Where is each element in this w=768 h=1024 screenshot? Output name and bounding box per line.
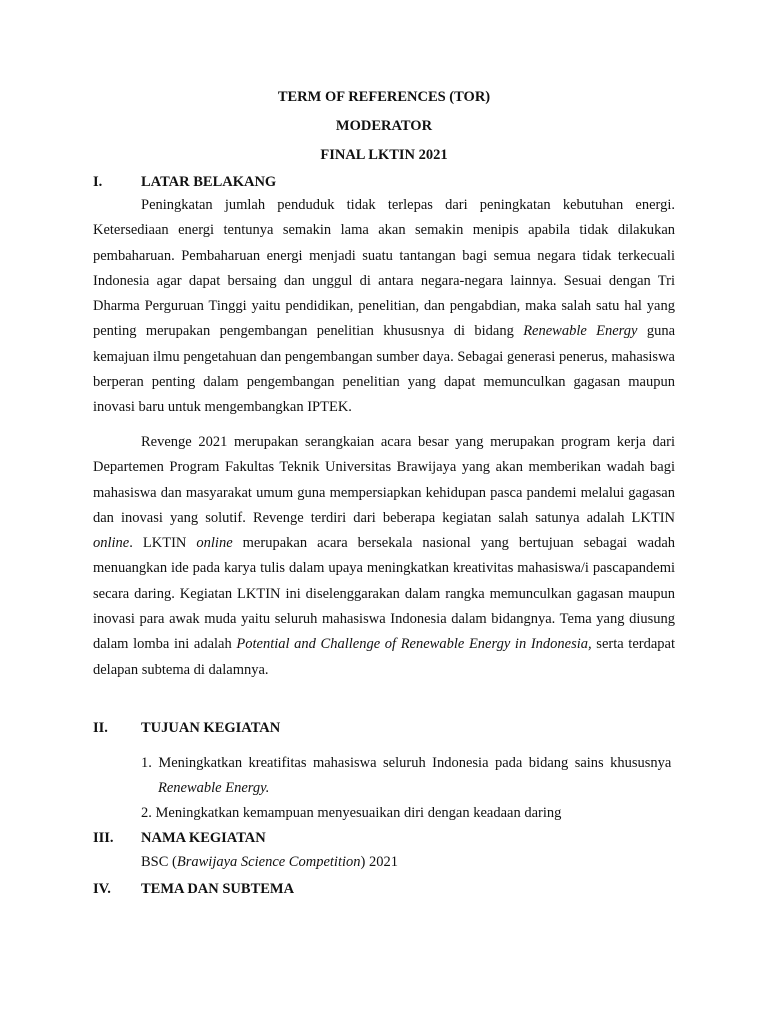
list-item: 2. Meningkatkan kemampuan menyesuaikan diri dengan keadaan daring <box>141 805 562 821</box>
latar-paragraph-1 <box>93 193 675 421</box>
text-run: guna kemajuan ilmu pengetahuan dan pengembangan sumber daya. Sebagai generasi penerus, mahasiswa berperan penting dalam pengembangan penelitian yang dapat memunculkan gagasan maupun inovasi baru untuk mengembangkan IPTEK. <box>93 323 676 416</box>
text-run: serta terdapat delapan subtema di dalamnya. <box>93 636 675 678</box>
italic-term: Potential and Challenge of Renewable Energy in Indonesia, <box>236 636 592 653</box>
section-title: LATAR BELAKANG <box>141 174 277 190</box>
section-heading-nama-kegiatan <box>93 828 266 848</box>
italic-term: online <box>196 535 233 552</box>
text-run: . LKTIN <box>129 535 187 552</box>
section-title: TUJUAN KEGIATAN <box>141 720 281 736</box>
text-run: merupakan acara bersekala nasional yang bertujuan sebagai wadah menuangkan ide pada karya tulis dalam upaya meningkatkan kreativitas mahasiswa/i pascapandemi secara daring. Kegiatan LKTIN ini diselenggarakan dalam rangka memunculkan gagasan maupun inovasi para awak muda yaitu seluruh mahasiswa Indonesia dalam bidangnya. Tema yang diusung dalam lomba ini adalah <box>93 535 676 653</box>
section-heading-tema-dan-subtema <box>93 879 294 899</box>
section-number: IV. <box>93 881 111 897</box>
latar-paragraph-2 <box>93 430 675 683</box>
section-title: NAMA KEGIATAN <box>141 830 266 846</box>
section-heading-tujuan-kegiatan <box>93 718 280 738</box>
section-heading-latar-belakang <box>93 172 276 192</box>
event-name <box>141 851 398 873</box>
section-number: II. <box>93 720 108 736</box>
text-run: 1. Meningkatkan kreatifitas mahasiswa seluruh Indonesia pada bidang sains khususnya <box>141 755 672 771</box>
section-title: TEMA DAN SUBTEMA <box>141 881 295 897</box>
italic-term: online <box>93 535 130 552</box>
text-run: Revenge 2021 merupakan serangkaian acara besar yang merupakan program kerja dari Departemen Program Fakultas Teknik Universitas Brawijaya yang akan memberikan wadah bagi mahasiswa dan masyarakat umum guna mempersiapkan kehidupan pasca pandemi melalui gagasan dan inovasi yang solutif. Revenge terdiri dari beberapa kegiatan salah satunya adalah LKTIN <box>93 434 675 526</box>
text-run: Peningkatan jumlah penduduk tidak terlepas dari peningkatan kebutuhan energi. Ketersediaan energi tentunya semakin lama akan semakin menipis apabila tidak dilakukan pembaharuan. Pembaharuan energi menjadi suatu tantangan bagi semua negara tidak terkecuali Indonesia agar dapat bersaing dan unggul di antara negara-negara lainnya. Sesuai dengan Tri Dharma Perguruan Tinggi yaitu pendidikan, penelitian, dan pengabdian, maka salah satu hal yang penting merupakan pengembangan penelitian khususnya di bidang <box>93 197 675 340</box>
section-number: III. <box>93 830 114 846</box>
text-run: BSC ( <box>141 854 177 870</box>
doc-title-line-2: MODERATOR <box>335 118 433 134</box>
doc-title-line-3: FINAL LKTIN 2021 <box>320 147 448 163</box>
text-run: ) 2021 <box>360 854 398 870</box>
italic-term: Renewable Energy. <box>158 780 270 797</box>
doc-title-line-1: TERM OF REFERENCES (TOR) <box>277 89 491 105</box>
list-item <box>141 751 675 802</box>
section-number: I. <box>93 174 103 190</box>
italic-term: Brawijaya Science Competition <box>176 854 361 870</box>
italic-term: Renewable Energy <box>523 323 638 340</box>
